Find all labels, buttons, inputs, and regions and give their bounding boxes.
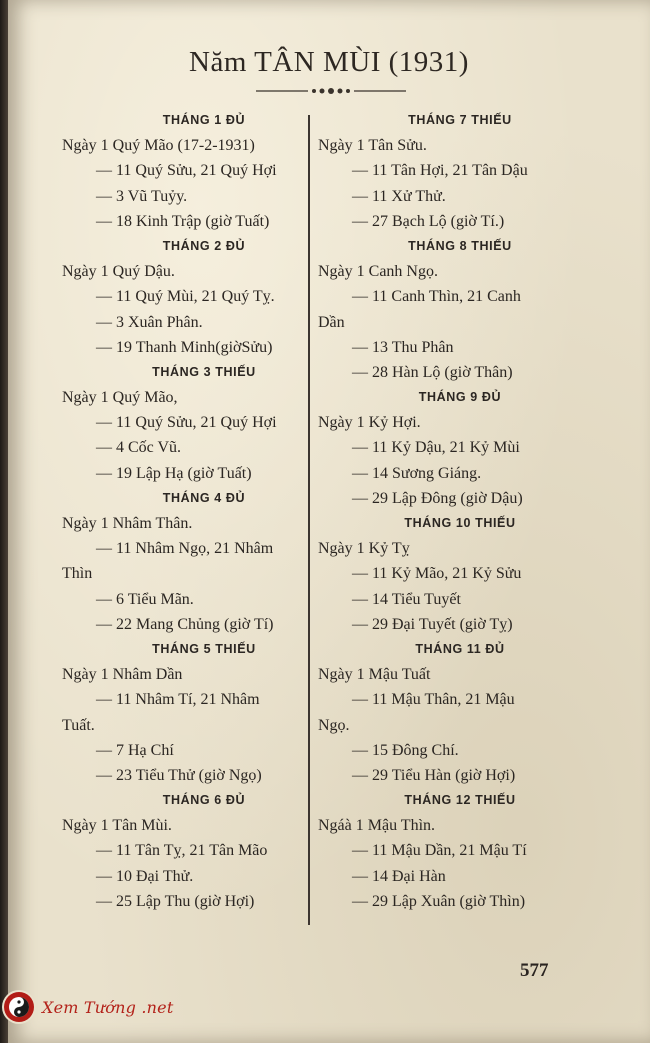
calendar-entry: Ngày 1 Nhâm Thân. bbox=[62, 515, 193, 532]
calendar-entry: Tuất. bbox=[62, 716, 95, 734]
month-heading: THÁNG 11 ĐỦ bbox=[415, 641, 505, 656]
month-heading: THÁNG 10 THIẾU bbox=[404, 516, 516, 530]
calendar-entry: Ngày 1 Quý Mão (17-2-1931) bbox=[62, 137, 255, 155]
calendar-entry: — 11 Nhâm Tí, 21 Nhâm bbox=[96, 691, 260, 709]
calendar-entry: — 14 Sương Giáng. bbox=[352, 464, 482, 482]
calendar-entry: — 29 Đại Tuyết (giờ Tỵ) bbox=[352, 615, 513, 633]
calendar-entry: — 3 Vũ Tuỷy. bbox=[96, 187, 188, 205]
calendar-entry: Ngày 1 Kỷ Tỵ bbox=[318, 540, 410, 558]
calendar-entry: — 15 Đông Chí. bbox=[352, 741, 459, 759]
calendar-entry: Ngáà 1 Mậu Thìn. bbox=[318, 817, 436, 835]
calendar-entry: — 29 Tiểu Hàn (giờ Hợi) bbox=[352, 766, 516, 784]
calendar-entry: — 14 Đại Hàn bbox=[352, 867, 446, 885]
month-heading: THÁNG 3 THIẾU bbox=[152, 364, 256, 379]
month-heading: THÁNG 12 THIẾU bbox=[404, 793, 516, 808]
page-number: 577 bbox=[520, 960, 549, 981]
calendar-entry: — 11 Tân Tỵ, 21 Tân Mão bbox=[96, 842, 268, 860]
calendar-entry: Ngày 1 Mậu Tuất bbox=[318, 666, 431, 684]
watermark-text: Xem Tướng .net bbox=[42, 997, 174, 1017]
calendar-entry: — 11 Kỷ Dậu, 21 Kỷ Mùi bbox=[352, 439, 520, 457]
month-heading: THÁNG 4 ĐỦ bbox=[162, 490, 246, 505]
calendar-entry: — 11 Quý Sửu, 21 Quý Hợi bbox=[96, 414, 277, 432]
calendar-entry: Ngày 1 Quý Dậu. bbox=[62, 263, 175, 281]
calendar-page bbox=[8, 0, 650, 1043]
calendar-entry: Ngày 1 Tân Sửu. bbox=[318, 137, 427, 155]
title-ornament bbox=[256, 86, 406, 96]
calendar-entry: — 27 Bạch Lộ (giờ Tí.) bbox=[352, 212, 505, 230]
calendar-entry: — 11 Quý Mùi, 21 Quý Tỵ. bbox=[96, 288, 275, 306]
yin-yang-icon bbox=[4, 992, 34, 1022]
calendar-entry: — 19 Thanh Minh(giờSửu) bbox=[96, 338, 273, 356]
calendar-entry: — 29 Lập Xuân (giờ Thìn) bbox=[352, 892, 526, 910]
calendar-entry: — 11 Xử Thử. bbox=[352, 187, 446, 205]
calendar-entry: Ngày 1 Quý Mão, bbox=[62, 389, 178, 407]
column-divider bbox=[308, 115, 310, 925]
month-heading: THÁNG 9 ĐỦ bbox=[418, 390, 502, 405]
calendar-entry: — 23 Tiểu Thử (giờ Ngọ) bbox=[96, 766, 262, 784]
month-heading: THÁNG 2 ĐỦ bbox=[162, 238, 246, 253]
calendar-entry: Thìn bbox=[62, 565, 93, 583]
calendar-entry: — 4 Cốc Vũ. bbox=[96, 439, 182, 457]
calendar-entry: — 3 Xuân Phân. bbox=[96, 313, 203, 331]
calendar-entry: — 25 Lập Thu (giờ Hợi) bbox=[96, 892, 255, 910]
book-binding bbox=[0, 0, 8, 1043]
calendar-entry: — 11 Kỷ Mão, 21 Kỷ Sửu bbox=[352, 565, 522, 583]
calendar-entry: — 7 Hạ Chí bbox=[96, 741, 174, 759]
calendar-entry: — 14 Tiểu Tuyết bbox=[352, 590, 461, 608]
calendar-entry: — 11 Nhâm Ngọ, 21 Nhâm bbox=[96, 540, 274, 558]
calendar-entry: Ngày 1 Kỷ Hợi. bbox=[318, 414, 421, 432]
calendar-entry: Ngày 1 Tân Mùi. bbox=[62, 817, 172, 835]
calendar-entry: Dần bbox=[318, 313, 345, 331]
calendar-entry: — 11 Canh Thìn, 21 Canh bbox=[352, 288, 521, 306]
calendar-entry: — 10 Đại Thử. bbox=[96, 867, 194, 885]
calendar-entry: — 22 Mang Chủng (giờ Tí) bbox=[96, 615, 274, 633]
month-heading: THÁNG 6 ĐỦ bbox=[162, 793, 246, 808]
calendar-entry: Ngày 1 Nhâm Dần bbox=[62, 666, 183, 684]
calendar-entry: — 6 Tiểu Mãn. bbox=[96, 590, 194, 608]
calendar-entry: Ngày 1 Canh Ngọ. bbox=[318, 263, 438, 281]
month-heading: THÁNG 7 THIẾU bbox=[408, 113, 512, 127]
left-column bbox=[58, 108, 350, 914]
month-heading: THÁNG 5 THIẾU bbox=[152, 641, 256, 656]
month-heading: THÁNG 1 ĐỦ bbox=[162, 113, 246, 127]
calendar-entry: — 13 Thu Phân bbox=[352, 338, 454, 356]
right-column bbox=[314, 108, 606, 914]
calendar-entry: — 28 Hàn Lộ (giờ Thân) bbox=[352, 363, 513, 381]
calendar-entry: — 29 Lập Đông (giờ Dậu) bbox=[352, 489, 523, 507]
calendar-entry: — 11 Mậu Dần, 21 Mậu Tí bbox=[352, 842, 527, 860]
calendar-entry: — 19 Lập Hạ (giờ Tuất) bbox=[96, 464, 252, 482]
calendar-entry: — 11 Quý Sửu, 21 Quý Hợi bbox=[96, 162, 277, 180]
calendar-entry: — 18 Kinh Trập (giờ Tuất) bbox=[96, 212, 270, 230]
calendar-entry: — 11 Tân Hợi, 21 Tân Dậu bbox=[352, 162, 528, 180]
page-title: Năm TÂN MÙI (1931) bbox=[189, 46, 469, 78]
calendar-entry: — 11 Mậu Thân, 21 Mậu bbox=[352, 691, 515, 709]
calendar-entry: Ngọ. bbox=[318, 716, 350, 734]
watermark-logo bbox=[4, 988, 173, 1026]
month-heading: THÁNG 8 THIẾU bbox=[408, 238, 512, 253]
